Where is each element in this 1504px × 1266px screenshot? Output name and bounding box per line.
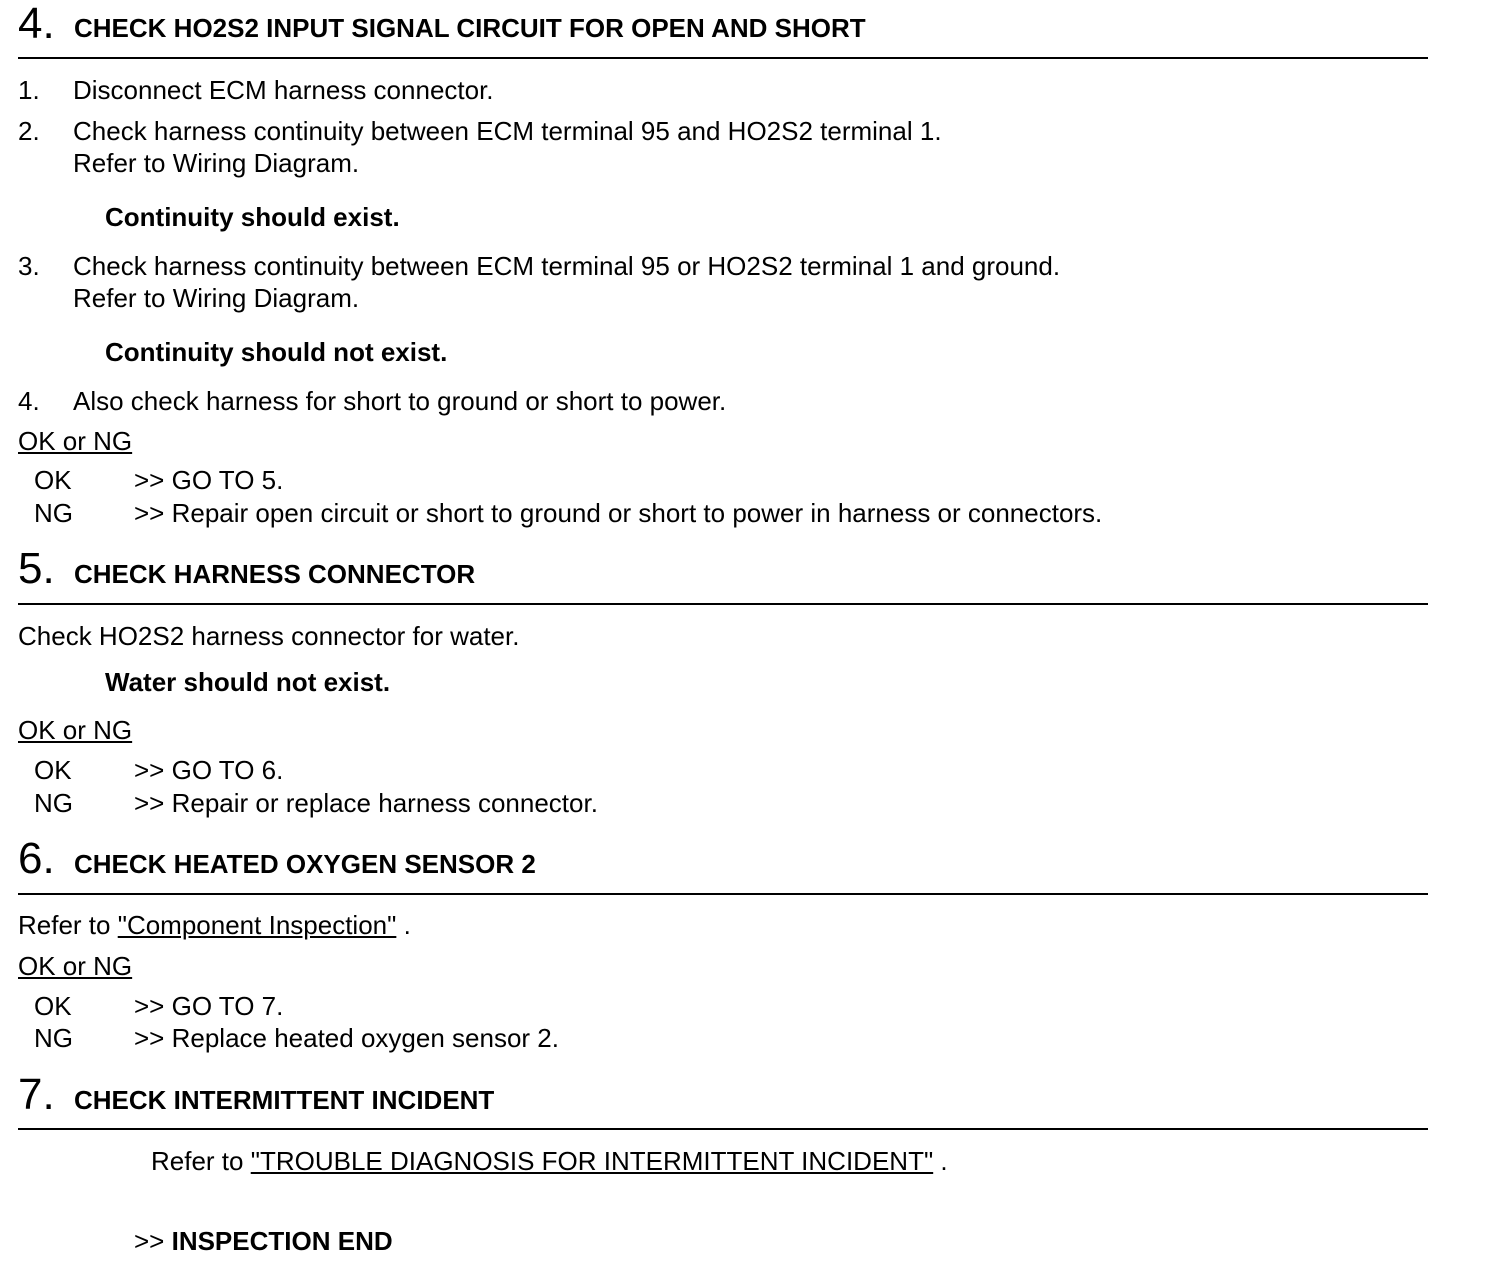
step-4-item-2-text: Check harness continuity between ECM terminal 95 and HO2S2 terminal 1. (73, 116, 942, 146)
step-6-divider (18, 893, 1428, 895)
step-5-ng-label: NG (34, 788, 73, 818)
component-inspection-link[interactable]: "Component Inspection" (117, 910, 397, 940)
step-5-ok-label: OK (34, 755, 72, 785)
step-6-number: 6. (18, 834, 55, 883)
trouble-diagnosis-link[interactable]: "TROUBLE DIAGNOSIS FOR INTERMITTENT INCIDENT" (250, 1146, 934, 1176)
step-4-item-2-sub: Refer to Wiring Diagram. (73, 148, 360, 178)
step-6-refer (18, 912, 411, 938)
step-4-ok-or-ng: OK or NG (18, 426, 133, 456)
step-5-spec: Water should not exist. (105, 667, 391, 697)
step-7-number: 7. (18, 1070, 55, 1119)
step-6-ok-action: >> GO TO 7. (134, 991, 284, 1021)
step-4-ok-label: OK (34, 465, 72, 495)
step-5-ok-or-ng: OK or NG (18, 715, 133, 745)
step-4-item-4-text: Also check harness for short to ground or short to power. (73, 386, 727, 416)
step-4-item-2-number: 2. (18, 116, 40, 146)
step-4-ng-label: NG (34, 498, 73, 528)
step-6-refer-suffix: . (396, 910, 411, 940)
step-7-refer-prefix: Refer to (151, 1146, 251, 1176)
step-6-refer-prefix: Refer to (18, 910, 118, 940)
step-6-ng-action: >> Replace heated oxygen sensor 2. (134, 1023, 559, 1053)
step-4-ok-action: >> GO TO 5. (134, 465, 284, 495)
step-6-title: CHECK HEATED OXYGEN SENSOR 2 (74, 849, 536, 879)
step-5-divider (18, 603, 1428, 605)
step-4-item-3-number: 3. (18, 251, 40, 281)
step-4-spec-continuity-not-exist: Continuity should not exist. (105, 337, 448, 367)
step-7-title: CHECK INTERMITTENT INCIDENT (74, 1085, 495, 1115)
step-5-ok-action: >> GO TO 6. (134, 755, 284, 785)
step-4-item-1-number: 1. (18, 75, 40, 105)
step-5-number: 5. (18, 544, 55, 593)
step-4-spec-continuity-exist: Continuity should exist. (105, 202, 400, 232)
step-4-item-4-number: 4. (18, 386, 40, 416)
inspection-end (134, 1228, 393, 1254)
step-6-ok-or-ng: OK or NG (18, 951, 133, 981)
step-5-ng-action: >> Repair or replace harness connector. (134, 788, 598, 818)
step-7-refer (151, 1148, 948, 1174)
inspection-end-text: INSPECTION END (171, 1226, 393, 1256)
step-5-title: CHECK HARNESS CONNECTOR (74, 559, 476, 589)
step-4-item-3-sub: Refer to Wiring Diagram. (73, 283, 360, 313)
step-4-item-3-text: Check harness continuity between ECM terminal 95 or HO2S2 terminal 1 and ground. (73, 251, 1061, 281)
step-4-ng-action: >> Repair open circuit or short to ground or short to power in harness or connectors. (134, 498, 1103, 528)
step-4-item-1-text: Disconnect ECM harness connector. (73, 75, 494, 105)
step-6-ng-label: NG (34, 1023, 73, 1053)
step-4-divider (18, 57, 1428, 59)
step-4-number: 4. (18, 0, 55, 48)
step-7-refer-suffix: . (933, 1146, 948, 1176)
step-7-divider (18, 1128, 1428, 1130)
inspection-end-prefix: >> (134, 1226, 172, 1256)
step-5-text: Check HO2S2 harness connector for water. (18, 621, 520, 651)
step-4-title: CHECK HO2S2 INPUT SIGNAL CIRCUIT FOR OPEN AND SHORT (74, 13, 866, 43)
step-6-ok-label: OK (34, 991, 72, 1021)
